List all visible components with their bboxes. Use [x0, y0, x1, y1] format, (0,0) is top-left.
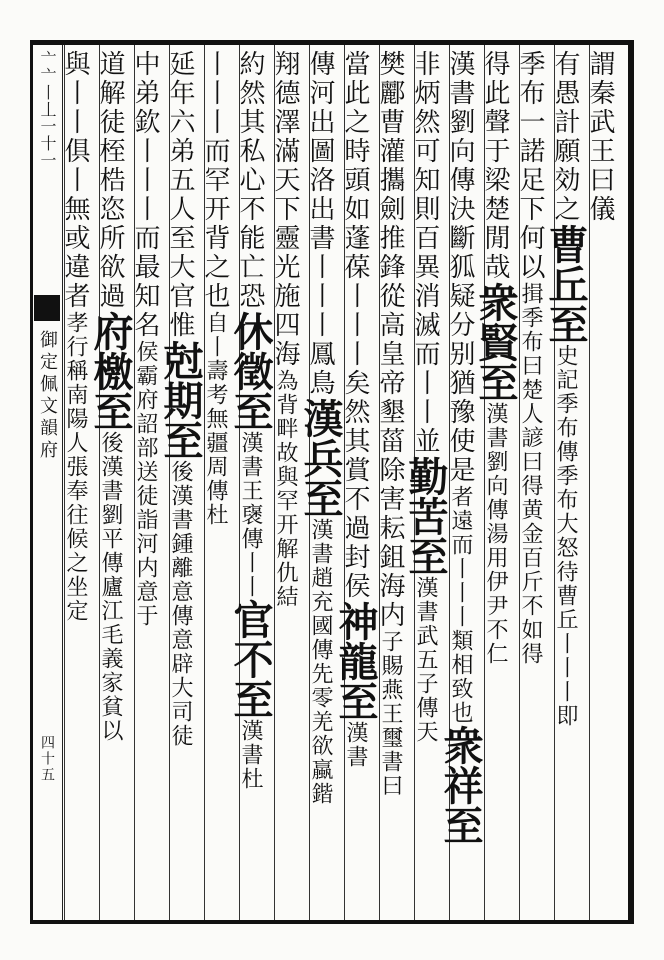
- text-column: [227, 50, 274, 915]
- headword: 府檄至: [87, 311, 134, 431]
- annotation-text: 侯霸府詔部送徒詣河内意于: [133, 340, 158, 628]
- text-column: [515, 50, 553, 915]
- text-column: [375, 50, 413, 915]
- body-text: 當此之時頭如蓬葆丨丨丨矣然其賞不過封侯: [340, 50, 370, 601]
- headword: 官不至: [227, 599, 274, 719]
- body-text: 約然其私心不能亡恐: [235, 50, 265, 311]
- headword: 神龍至: [332, 601, 379, 721]
- annotation-text: 孝行稱南陽人張奉往候之坐定: [63, 311, 88, 623]
- body-text: 謂秦武王曰儀: [585, 50, 615, 224]
- annotation-text: 漢書王襃傳丨丨: [238, 431, 263, 599]
- headword: 衆賢至: [472, 282, 519, 402]
- text-column: [297, 50, 344, 915]
- frame-bottom-border: [30, 920, 634, 924]
- annotation-text: 漢書趙充國傳先零羌欲: [308, 518, 333, 758]
- annotation-text: 漢書劉向傳湯用伊尹不仁: [483, 402, 508, 666]
- text-column: [270, 50, 308, 915]
- book-title: 御定佩文韻府: [37, 330, 58, 462]
- body-text: 漢書劉向傳決斷狐疑分别猶豫使是: [445, 50, 475, 485]
- body-text: 丨丨丨而罕开背之也: [200, 50, 230, 311]
- frame-top-border: [30, 40, 634, 45]
- body-text: 有愚計願効之: [550, 50, 580, 224]
- annotation-text: 史記季布傳季布大怒待曹丘: [553, 344, 578, 632]
- text-column: [200, 50, 238, 915]
- headword: 尅期至: [157, 340, 204, 460]
- headword: 衆祥至: [437, 725, 484, 845]
- body-text: 翔德澤滿天下靈光施四海: [270, 50, 300, 369]
- frame-right-border: [628, 40, 634, 924]
- margin-top-glyphs: 亠亠丨丄一十一: [38, 50, 57, 169]
- text-column: [87, 50, 134, 915]
- annotation-text: 周傳杜: [203, 455, 228, 527]
- body-text: 季布一諾足下何以: [515, 50, 545, 282]
- body-text: 樊酈曹灌攜劍推鋒從高皇帝墾菑除害耘鉏海内: [375, 50, 405, 630]
- body-text: 非炳然可知則百異消滅而丨丨並: [410, 50, 440, 456]
- page-number: 四十五: [39, 735, 55, 783]
- text-column: [542, 50, 589, 915]
- headword: 曹丘至: [542, 224, 589, 344]
- annotation-text: 丨丨丨即: [553, 632, 578, 728]
- annotation-text: 揖季布曰楚人諺曰得黄金百斤不如得: [518, 282, 543, 666]
- annotation-text: 漢書武五子傳天: [413, 576, 438, 744]
- text-column: [157, 50, 204, 915]
- text-column: [437, 50, 484, 915]
- headword: 漢兵至: [297, 398, 344, 518]
- text-column: [472, 50, 519, 915]
- annotation-text: 為背畔故與罕开解仇結: [273, 369, 298, 609]
- text-column: [332, 50, 379, 915]
- text-column: [585, 50, 623, 915]
- annotation-text: 後漢書劉平傳廬江毛義家貧以: [98, 431, 123, 743]
- annotation-text: 漢書: [343, 721, 368, 769]
- body-text: 道解徒桎梏恣所欲過: [95, 50, 125, 311]
- annotation-text: 自丨壽考無疆: [203, 311, 228, 455]
- body-text: 得此聲于梁楚閒哉: [480, 50, 510, 282]
- text-column: [130, 50, 168, 915]
- headword: 休徵至: [227, 311, 274, 431]
- annotation-text: 後漢書鍾離意傳意辟大司徒: [168, 460, 193, 748]
- body-text: 中弟欽丨丨丨而最知名: [130, 50, 160, 340]
- text-column: [60, 50, 98, 915]
- text-column: [402, 50, 449, 915]
- annotation-text: 子賜燕王璽書曰: [378, 630, 403, 798]
- annotation-text: 漢書杜: [238, 719, 263, 791]
- body-text: 傳河出圖洛出書丨丨丨鳳鳥: [305, 50, 335, 398]
- body-text: 延年六弟五人至大官惟: [165, 50, 195, 340]
- annotation-text: 者遠而丨丨丨類相致也: [448, 485, 473, 725]
- annotation-text: 蠃鍇: [308, 758, 333, 806]
- headword: 勤苦至: [402, 456, 449, 576]
- body-text: 與丨丨俱丨無或違者: [60, 50, 90, 311]
- frame-left-border: [30, 40, 33, 924]
